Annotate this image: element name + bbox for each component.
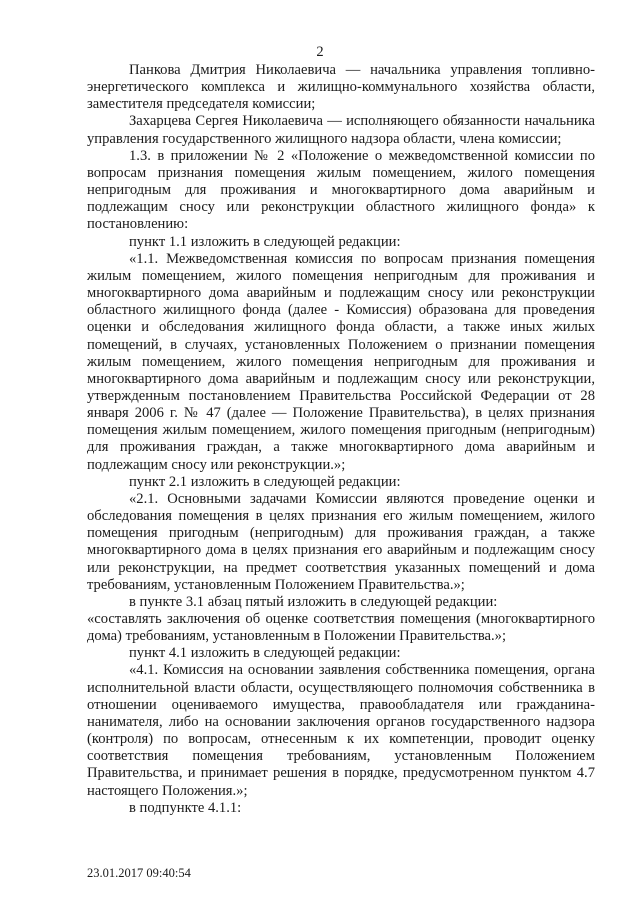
paragraph-punkt-4-1-text: «4.1. Комиссия на основании заявления собственника помещения, органа исполнительной власти области, осуществляющего полномочия собственника в отношении оцениваемого имущества, правообладателя или гражданина-нанимателя, либо на основании заключения органов государственного надзора (контроля) по вопросам, отнесенным к их компетенции, проводит оценку соответствия помещения требованиям, установленным Положением Правительства, и принимает решения в порядке, предусмотренном пунктом 4.7 настоящего Положения.»; (87, 662, 595, 799)
paragraph-punkt-1-1-text: «1.1. Межведомственная комиссия по вопросам признания помещения жилым помещением, жилого помещения непригодным для проживания и многоквартирного дома аварийным и подлежащим сносу или реконструкции областного жилищного фонда (далее - Комиссия) образована для проведения оценки и обследования жилищного фонда области, а также иных жилых помещений, в случаях, установленных Положением о признании помещения жилым помещением, жилого помещения непригодным для проживания и многоквартирного дома аварийным и подлежащим сносу или реконструкции, утвержденным постановлением Правительства Российской Федерации от 28 января 2006 г. № 47 (далее — Положение Правительства), в целях признания помещения жилым помещением, жилого помещения пригодным (непригодным) для проживания граждан, а также многоквартирного дома аварийным и подлежащим сносу или реконструкции.»; (87, 250, 595, 473)
paragraph-punkt-1-1-intro: пункт 1.1 изложить в следующей редакции: (129, 233, 401, 250)
paragraph-punkt-3-1-intro: в пункте 3.1 абзац пятый изложить в следующей редакции: (129, 593, 498, 610)
paragraph-punkt-2-1-text: «2.1. Основными задачами Комиссии являются проведение оценки и обследования помещения в целях признания его жилым помещением, жилого помещения пригодным (непригодным) для проживания граждан, а также многоквартирного дома в целях признания его аварийным и подлежащим сносу или реконструкции, на предмет соответствия указанных помещений и дома требованиям, установленным Положением Правительства.»; (87, 490, 595, 593)
document-body (87, 62, 595, 817)
paragraph-podpunkt-4-1-1: в подпункте 4.1.1: (129, 799, 242, 816)
paragraph-zakharcev: Захарцева Сергея Николаевича — исполняющего обязанности начальника управления государственного жилищного надзора области, члена комиссии; (87, 113, 595, 147)
page-number: 2 (316, 44, 324, 60)
paragraph-punkt-4-1-intro: пункт 4.1 изложить в следующей редакции: (129, 645, 401, 662)
footer-timestamp: 23.01.2017 09:40:54 (87, 866, 191, 880)
paragraph-punkt-2-1-intro: пункт 2.1 изложить в следующей редакции: (129, 473, 401, 490)
paragraph-pankov: Панкова Дмитрия Николаевича — начальника управления топливно-энергетического комплекса и жилищно-коммунального хозяйства области, заместителя председателя комиссии; (87, 62, 595, 113)
paragraph-1-3: 1.3. в приложении № 2 «Положение о межведомственной комиссии по вопросам признания помещения жилым помещением, жилого помещения непригодным для проживания и многоквартирного дома аварийным и подлежащим сносу или реконструкции областного жилищного фонда» к постановлению: (87, 147, 595, 233)
paragraph-punkt-3-1-text: «составлять заключения об оценке соответствия помещения (многоквартирного дома) требованиям, установленным в Положении Правительства.»; (87, 611, 595, 645)
